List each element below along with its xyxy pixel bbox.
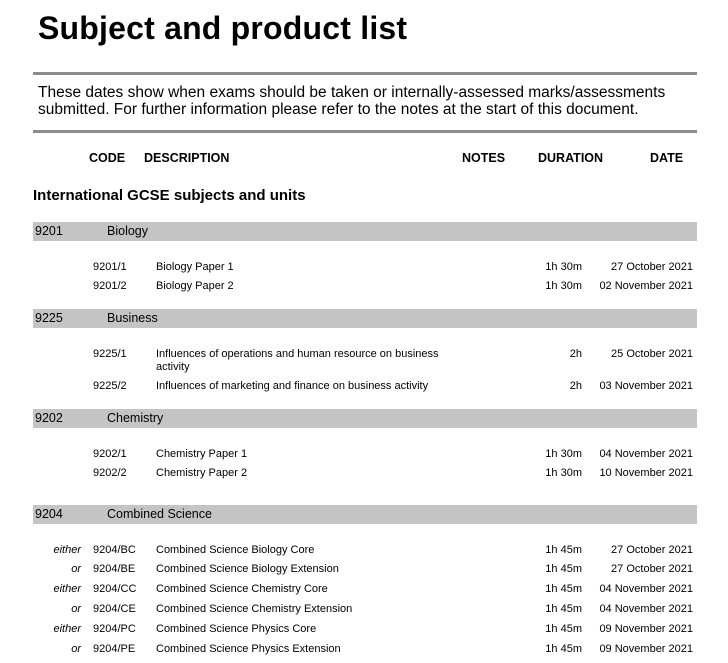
unit-code: 9201/1 xyxy=(93,261,127,273)
unit-duration: 1h 45m xyxy=(545,623,582,635)
unit-description: Chemistry Paper 2 xyxy=(156,467,248,479)
subject-band-biology xyxy=(33,222,697,241)
unit-option: either xyxy=(53,623,81,635)
unit-date: 04 November 2021 xyxy=(599,448,693,460)
subject-name: Chemistry xyxy=(107,411,164,425)
intro-line-1: These dates show when exams should be taken or internally-assessed marks/assessments xyxy=(38,84,666,101)
unit-code: 9201/2 xyxy=(93,280,127,292)
unit-code: 9204/BC xyxy=(93,544,136,556)
unit-code: 9225/2 xyxy=(93,380,127,392)
subject-name: Biology xyxy=(107,224,148,238)
unit-date: 03 November 2021 xyxy=(599,380,693,392)
header-notes: NOTES xyxy=(462,151,506,165)
unit-date: 25 October 2021 xyxy=(611,348,693,360)
unit-description: Biology Paper 1 xyxy=(156,261,234,273)
unit-description: Influences of marketing and finance on business activity xyxy=(156,380,429,392)
subject-band-combined-science xyxy=(33,505,697,524)
unit-description: Combined Science Physics Extension xyxy=(156,643,341,655)
unit-date: 04 November 2021 xyxy=(599,603,693,615)
unit-date: 04 November 2021 xyxy=(599,583,693,595)
unit-description: Combined Science Biology Extension xyxy=(156,563,339,575)
subject-code: 9225 xyxy=(35,311,63,325)
top-divider xyxy=(33,72,697,75)
unit-description: Combined Science Chemistry Core xyxy=(156,583,328,595)
intro-line-2: submitted. For further information please refer to the notes at the start of this document. xyxy=(38,101,639,118)
unit-description: Combined Science Physics Core xyxy=(156,623,317,635)
unit-description: Biology Paper 2 xyxy=(156,280,234,292)
unit-duration: 1h 30m xyxy=(545,261,582,273)
unit-date: 27 October 2021 xyxy=(611,544,693,556)
unit-duration: 1h 45m xyxy=(545,583,582,595)
unit-code: 9225/1 xyxy=(93,348,127,360)
unit-duration: 1h 45m xyxy=(545,544,582,556)
unit-duration: 2h xyxy=(569,348,582,360)
unit-date: 09 November 2021 xyxy=(599,643,693,655)
unit-description: Chemistry Paper 1 xyxy=(156,448,248,460)
subject-name: Combined Science xyxy=(107,507,212,521)
unit-duration: 1h 45m xyxy=(545,603,582,615)
unit-duration: 2h xyxy=(569,380,582,392)
header-code: CODE xyxy=(89,151,126,165)
section-title: International GCSE subjects and units xyxy=(33,187,306,204)
unit-code: 9204/PC xyxy=(93,623,136,635)
bottom-divider xyxy=(33,130,697,133)
unit-duration: 1h 30m xyxy=(545,467,582,479)
subject-code: 9202 xyxy=(35,411,63,425)
unit-option: either xyxy=(53,583,81,595)
subject-band-business xyxy=(33,309,697,328)
subject-band-chemistry xyxy=(33,409,697,428)
intro-text xyxy=(38,84,688,118)
unit-description: Combined Science Chemistry Extension xyxy=(156,603,353,615)
unit-duration: 1h 30m xyxy=(545,280,582,292)
unit-option: or xyxy=(71,603,81,615)
unit-date: 09 November 2021 xyxy=(599,623,693,635)
unit-description: Combined Science Biology Core xyxy=(156,544,315,556)
header-date: DATE xyxy=(650,151,684,165)
unit-date: 27 October 2021 xyxy=(611,563,693,575)
unit-date: 10 November 2021 xyxy=(599,467,693,479)
unit-code: 9204/CC xyxy=(93,583,137,595)
unit-duration: 1h 30m xyxy=(545,448,582,460)
unit-option: or xyxy=(71,563,81,575)
unit-duration: 1h 45m xyxy=(545,643,582,655)
unit-code: 9204/CE xyxy=(93,603,136,615)
subject-code: 9204 xyxy=(35,507,63,521)
subject-name: Business xyxy=(107,311,158,325)
unit-code: 9202/2 xyxy=(93,467,127,479)
unit-date: 02 November 2021 xyxy=(599,280,693,292)
unit-option: either xyxy=(53,544,81,556)
unit-option: or xyxy=(71,643,81,655)
subject-code: 9201 xyxy=(35,224,63,238)
page-title: Subject and product list xyxy=(38,10,408,46)
unit-duration: 1h 45m xyxy=(545,563,582,575)
header-duration: DURATION xyxy=(538,151,604,165)
header-description: DESCRIPTION xyxy=(144,151,230,165)
unit-code: 9202/1 xyxy=(93,448,127,460)
unit-date: 27 October 2021 xyxy=(611,261,693,273)
unit-description: Influences of operations and human resource on business activity xyxy=(156,348,439,373)
unit-code: 9204/BE xyxy=(93,563,136,575)
unit-code: 9204/PE xyxy=(93,643,136,655)
